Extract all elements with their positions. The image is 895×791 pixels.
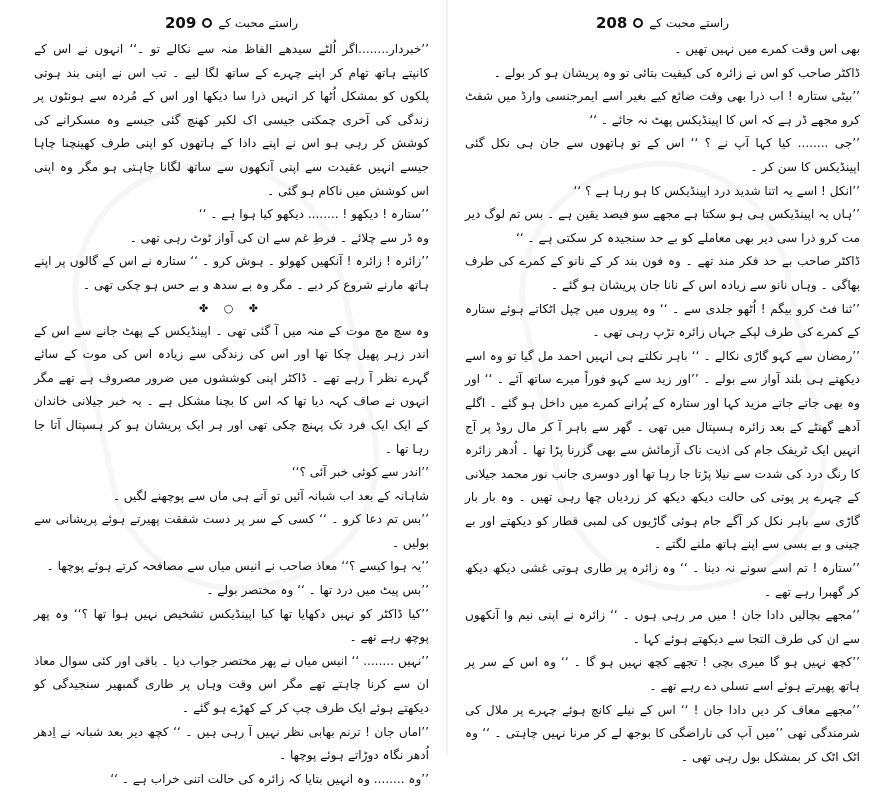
paragraph: ’’رمضان سے کہو گاڑی نکالے ۔ ‘‘ باہر نکلتے ہی انہیں احمد مل گیا تو وہ اسے دیکھتے ہی بلند آواز سے بولے ۔ ’’اور زید سے کہو فوراً میرے ساتھ آئے ۔ ‘‘ اور وہ بھی جاتے جاتے مزید کہا اور ستارہ کے پُرانے کمرے میں داخل ہو گئے ۔ اگلے آدھے گھنٹے کے بعد زائرہ ہسپتال میں تھی ۔ گھر سے باہر آ کر مال روڈ پر آج انہیں ایک ٹریفک جام کی اذیت ناک آزمائش سے بھی گزرنا پڑا تھا ۔ اُدھر زائرہ کا رنگ درد کی شدت سے نیلا پڑتا جا رہا تھا اور دوسری جانب نور محمد جیلانی کے چہرے پر پوتی کی حالت دیکھ دیکھ کر زردیاں چھا رہی تھیں ۔ وہ بار بار گاڑی سے باہر نکل کر آگے جام ہوئی گاڑیوں کی لمبی قطار کو دیکھتے اور بے چینی و بے بسی سے اپنے ہاتھ ملنے لگتے ۔: [465, 348, 860, 552]
paragraph: ’’کچھ نہیں ہو گا میری بچی ! تجھے کچھ نہیں ہو گا ۔ ‘‘ وہ اس کے سر پر ہاتھ پھیرتے ہوئے اسے تسلی دے رہے تھے ۔: [465, 655, 860, 694]
running-title: راستے محبت کے: [218, 16, 299, 30]
paragraph: ڈاکٹر صاحب کو اس نے زائرہ کی کیفیت بتائی تو وہ پریشان ہو کر بولے ۔: [493, 65, 860, 80]
paragraph: ’’بس پیٹ میں درد تھا ۔ ‘‘ وہ مختصر بولے ۔: [206, 583, 429, 598]
left-page-header: [34, 12, 429, 34]
paragraph: وہ ڈر سے چلائے ۔ فرطِ غم سے ان کی آواز ٹوٹ رہی تھی ۔: [129, 230, 429, 245]
left-page-body: [34, 38, 429, 791]
paragraph: شاہانہ کے بعد اب شبانہ آئیں تو آتے ہی ماں سے پوچھنے لگیں ۔: [112, 488, 429, 503]
paragraph: ’’مجھے معاف کر دیں دادا جان ! ‘‘ اس کے نیلے کانچ ہوئے چہرے پر ملال کی شرمندگی تھی ’’میں آپ کی ناراضگی کا بوجھ لے کر مرنا نہیں چاہتی ۔ ‘‘ وہ اٹک اٹک کر بمشکل بول رہی تھی ۔: [465, 702, 860, 764]
paragraph: ’’وہ ........ وہ انہیں بتایا کہ زائرہ کی حالت اتنی خراب ہے ۔ ‘‘: [110, 771, 429, 786]
right-page: [447, 0, 894, 764]
section-separator: ✤ ○ ✤: [198, 301, 265, 315]
paragraph: ’’اماں جان ! ترنم بھابی نظر نہیں آ رہی ہیں ۔ ‘‘ کچھ دیر بعد شبانہ نے اِدھر اُدھر نگاہ دوڑاتے ہوئے پوچھا ۔: [34, 724, 429, 763]
paragraph: ’’ہاں یہ اپینڈیکس ہی ہو سکتا ہے مجھے سو فیصد یقین ہے ۔ بس تم لوگ دیر مت کرو ذرا سی دیر بھی معاملے کو بے حد سنجیدہ کر سکتی ہے ۔ ‘‘: [465, 207, 860, 245]
paragraph: ’’مجھے بچالیں دادا جان ! میں مر رہی ہوں ۔ ‘‘ زائرہ نے اپنی نیم وا آنکھوں سے ان کی طرف التجا سے دیکھتے ہوئے کہا ۔: [465, 608, 860, 646]
paragraph: ’’ستارہ ! دیکھو ! ........ دیکھو کیا ہوا ہے ۔ ‘‘: [198, 207, 429, 222]
right-page-header: [465, 12, 860, 34]
paragraph: ’’یہ ہوا کیسے ؟‘‘ معاذ صاحب نے انیس میاں سے مصافحہ کرتے ہوئے پوچھا ۔: [46, 559, 429, 574]
page-number: 209: [164, 14, 197, 32]
page-number: 208: [595, 14, 628, 32]
running-title: راستے محبت کے: [649, 16, 730, 30]
paragraph: ’’بس تم دعا کرو ۔ ‘‘ کسی کے سر پر دست شفقت پھیرتے ہوئے پریشانی سے بولیں ۔: [34, 512, 429, 550]
paragraph: ڈاکٹر صاحب بے حد فکر مند تھے ۔ وہ فون بند کر کے نانو کے کمرے کی طرف بھاگی ۔ وہاں نانو سے زیادہ اس کے نانا جان پریشان ہو گئے ۔: [465, 254, 860, 292]
circle-ornament-icon: [633, 18, 643, 28]
circle-ornament-icon: [202, 18, 212, 28]
paragraph: ’’کیا ڈاکٹر کو نہیں دکھایا تھا کیا اپینڈیکس تشخیص نہیں ہوا تھا ؟‘‘ وہ پھر پوچھ رہے تھے ۔: [34, 606, 429, 645]
paragraph: ’’زائرہ ! زائرہ ! آنکھیں کھولو ۔ ہوش کرو ۔ ‘‘ ستارہ نے اس کے گالوں پر اپنے ہاتھ مارنے شروع کر دیے ۔ مگر وہ بے سدھ و بے حس ہو چکی تھی ۔: [34, 254, 429, 292]
paragraph: ’’خبردار........اگر اُلٹے سیدھے الفاظ منہ سے نکالے تو ۔‘‘ انہوں نے اس کے کانپتے ہاتھ تھام کر اپنے چہرے کے ساتھ لگا لیے ۔ تب اس نے اپنی بند ہوتی پلکوں کو بمشکل اُٹھا کر انہیں ذرا سا دیکھا اور اس کے مُردہ سے ہونٹوں پر زندگی کی آخری چمکتی جیسی اک لکیر کھنچ گئی جیسے وہ مسکرانے کی کوشش کر رہی ہو اس نے اپنے دادا کے ہاتھوں کو اپنی طرف کھینچنا چاہا جیسے انہیں عقیدت سے اپنی آنکھوں سے ساتھ لگانا چاہتی ہو مگر وہ اپنی اس کوشش میں ناکام ہو گئی ۔: [34, 42, 429, 198]
paragraph: ’’ستارہ ! تم اسے سونے نہ دینا ۔ ‘‘ وہ زائرہ پر طاری ہوتی غشی دیکھ دیکھ کر گھبرا رہے تھے ۔: [465, 561, 860, 599]
paragraph: ’’انکل ! اسے یہ اتنا شدید درد اپینڈیکس کا ہو رہا ہے ؟ ‘‘: [573, 183, 860, 198]
paragraph: ’’جی ........ کیا کہا آپ نے ؟ ‘‘ اس کے تو ہاتھوں سے جان ہی نکل گئی اپینڈیکس کا سن کر ۔: [465, 136, 860, 174]
paragraph: ’’بیٹی ستارہ ! اب ذرا بھی وقت ضائع کیے بغیر اسے ایمرجنسی وارڈ میں شفٹ کرو مجھے ڈر ہے کہ اس کا اپینڈیکس پھٹ نہ جائے ۔ ‘‘: [465, 89, 860, 127]
paragraph: ’’اندر سے کوئی خبر آئی ؟‘‘: [291, 465, 429, 480]
paragraph: وہ سچ مچ موت کے منہ میں آ گئی تھی ۔ اپینڈیکس کے پھٹ جانے سے اس کے اندر زہر پھیل چکا تھا اور اس کی زندگی سے زیادہ اس کی موت کے سائے گہرے نظر آ رہے تھے ۔ ڈاکٹر اپنی کوششوں میں ضرور مصروف ہے تھے مگر انہوں نے صاف کہہ دیا تھا کہ اس کا بچنا مشکل ہے ۔ یہ خبر جیلانی خاندان کے ایک ایک فرد تک پہنچ چکی تھی اور ہر ایک پریشان ہو کر ہسپتال آتا جا رہا تھا ۔: [34, 323, 429, 456]
paragraph: بھی اس وقت کمرے میں نہیں تھیں ۔: [674, 42, 860, 56]
paragraph: ’’ثنا فٹ کرو بیگم ! اُٹھو جلدی سے ۔ ‘‘ وہ پیروں میں چپل اٹکاتے ہوئے ستارہ کے کمرے کی طرف لپکے جہاں زائرہ تڑپ رہی تھی ۔: [465, 301, 860, 340]
paragraph: ’’نہیں ........ ‘‘ انیس میاں نے پھر مختصر جواب دیا ۔ باقی اور کئی سوال معاذ ان سے کرنا چاہتے تھے مگر اس وقت وہاں پر طاری گمبھیر سنجیدگی کو دیکھتے ہوئے ایک طرف چپ کر کے کھڑے ہو گئے ۔: [34, 653, 429, 716]
left-page: [0, 0, 447, 786]
right-page-body: [465, 38, 860, 769]
